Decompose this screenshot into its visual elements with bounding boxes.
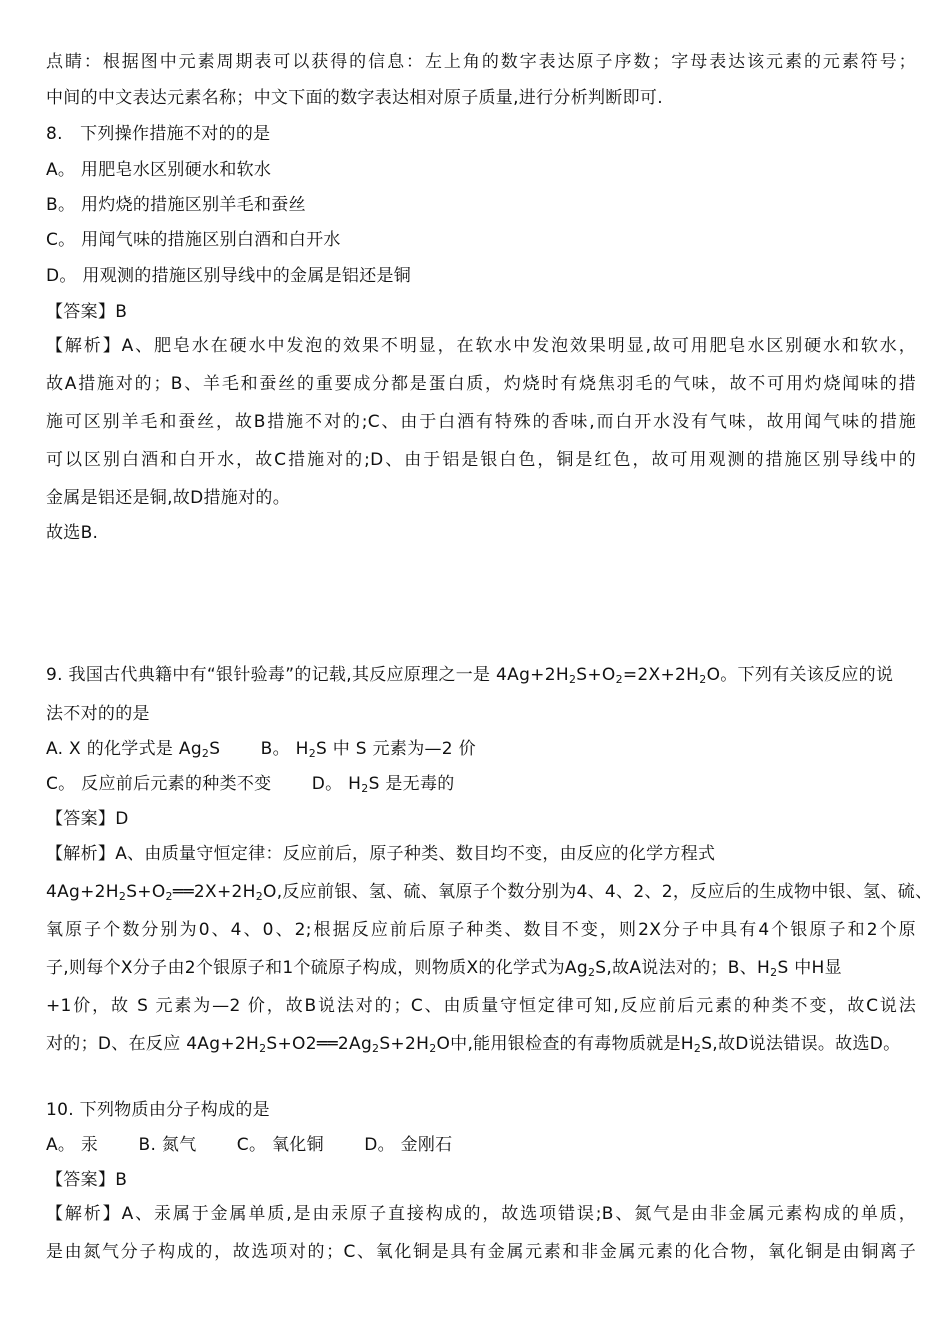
question-8-stem: 8. 下列操作措施不对的的是	[46, 124, 271, 144]
question-8-answer: 【答案】B	[46, 302, 128, 322]
question-9-answer: 【答案】D	[46, 809, 129, 829]
question-8-explanation-2: 故A措施对的；B、羊毛和蚕丝的重要成分都是蛋白质，灼烧时有烧焦羽毛的气味，故不可用灼烧闻味的措	[46, 374, 916, 394]
question-10-stem: 10. 下列物质由分子构成的是	[46, 1100, 270, 1120]
question-8-explanation-5: 金属是铝还是铜,故D措施对的。	[46, 488, 290, 508]
question-9-explanation-1: 【解析】A、由质量守恒定律：反应前后，原子种类、数目均不变，由反应的化学方程式	[46, 844, 716, 864]
question-9-explanation-5: +1价，故 S 元素为—2 价，故B说法对的；C、由质量守恒定律可知,反应前后元素的种类不变，故C说法	[46, 996, 916, 1016]
question-9-stem-2: 法不对的的是	[46, 704, 150, 724]
question-10-answer: 【答案】B	[46, 1170, 128, 1190]
tip-line-2: 中间的中文表达元素名称；中文下面的数字表达相对原子质量,进行分析判断即可.	[46, 88, 663, 108]
question-9-explanation-6: 对的；D、在反应 $4Ag+2H_2S+O2══2Ag_2S+2H_2O$中,能用银检查的有毒物质就是$H_2S$,故D说法错误。故选D。	[46, 1034, 901, 1055]
question-8-option-d: D。 用观测的措施区别导线中的金属是铝还是铜	[46, 266, 412, 286]
question-9-explanation-4: 子,则每个X分子由2个银原子和1个硫原子构成，则物质X的化学式为$Ag_2S$,故A说法对的；B、$H_2S$ 中H显	[46, 958, 842, 979]
question-8-option-a: A。 用肥皂水区别硬水和软水	[46, 160, 272, 180]
question-9-explanation-2: $4Ag+2H_2S+O_2══2X+2H_2O$,反应前银、氢、硫、氧原子个数分别为4、4、2、2，反应后的生成物中银、氢、硫、	[46, 882, 933, 903]
question-8-explanation-3: 施可区别羊毛和蚕丝，故B措施不对的;C、由于白酒有特殊的香味,而白开水没有气味，故用闻气味的措施	[46, 412, 916, 432]
question-8-conclusion: 故选B.	[46, 523, 99, 543]
question-8-option-b: B。 用灼烧的措施区别羊毛和蚕丝	[46, 195, 306, 215]
question-8-explanation-4: 可以区别白酒和白开水，故C措施对的;D、由于铝是银白色，铜是红色，故可用观测的措施区别导线中的	[46, 450, 916, 470]
question-8-explanation-1: 【解析】A、肥皂水在硬水中发泡的效果不明显，在软水中发泡效果明显,故可用肥皂水区别硬水和软水，	[46, 336, 916, 356]
question-9-options-cd: C。 反应前后元素的种类不变 D。 $H_2S$ 是无毒的	[46, 774, 455, 795]
question-10-options: A。 汞 B. 氮气 C。 氧化铜 D。 金刚石	[46, 1135, 453, 1155]
question-9-stem-1: 9. 我国古代典籍中有“银针验毒”的记载,其反应原理之一是 $4Ag+2H_2S+O_2=2X+2H_2O$。下列有关该反应的说	[46, 665, 894, 686]
question-9-explanation-3: 氧原子个数分别为0、4、0、2;根据反应前后原子种类、数目不变，则2X分子中具有4个银原子和2个原	[46, 920, 916, 940]
question-10-explanation-1: 【解析】A、汞属于金属单质,是由汞原子直接构成的，故选项错误;B、氮气是由非金属元素构成的单质，	[46, 1204, 916, 1224]
tip-line-1: 点睛：根据图中元素周期表可以获得的信息：左上角的数字表达原子序数；字母表达该元素的元素符号；	[46, 52, 916, 72]
question-10-explanation-2: 是由氮气分子构成的，故选项对的；C、氧化铜是具有金属元素和非金属元素的化合物，氧化铜是由铜离子	[46, 1242, 916, 1262]
question-9-options-ab: A. X 的化学式是 $Ag_2S$ B。 $H_2S$ 中 S 元素为—2 价	[46, 739, 476, 760]
question-8-option-c: C。 用闻气味的措施区别白酒和白开水	[46, 230, 341, 250]
